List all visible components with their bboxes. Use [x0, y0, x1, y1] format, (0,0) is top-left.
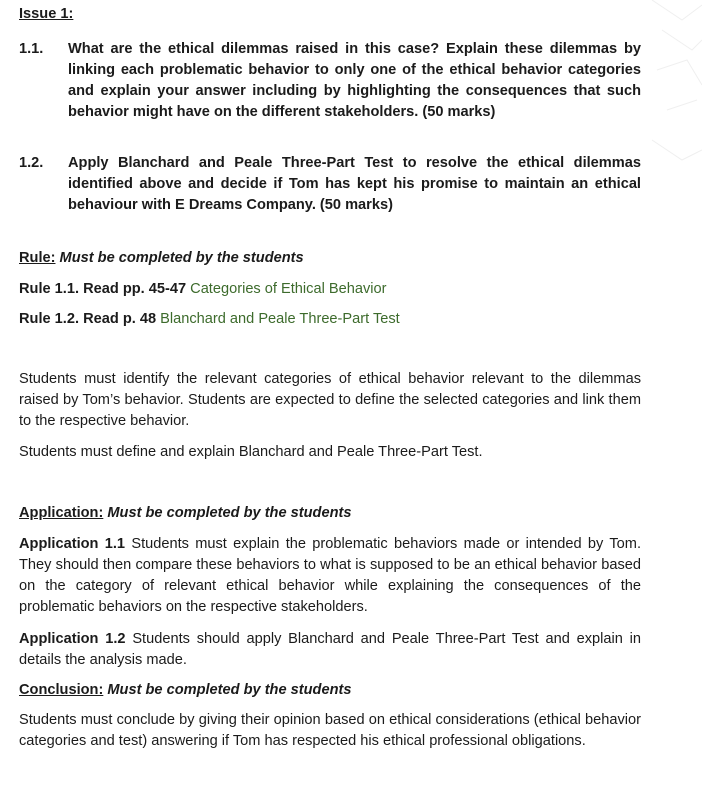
rule-item-lead: Rule 1.2. Read p. 48 — [19, 311, 157, 327]
application-item-1-2 — [19, 629, 641, 671]
rule-instruction: Must be completed by the students — [59, 250, 304, 266]
question-text: Apply Blanchard and Peale Three-Part Test to resolve the ethical dilemmas identified above and decide if Tom has kept his promise to maintain an ethical behaviour with E Dreams Company. (50 marks) — [68, 155, 641, 213]
application-instruction: Must be completed by the students — [107, 505, 352, 521]
rule-paragraph-2: Students must define and explain Blanchard and Peale Three-Part Test. — [19, 444, 483, 460]
rule-item-1-2 — [19, 309, 641, 330]
question-1-1 — [19, 39, 641, 123]
application-label: Application: — [19, 505, 104, 521]
application-item-1-1 — [19, 534, 641, 618]
application-heading — [19, 503, 641, 524]
rule-paragraph-1: Students must identify the relevant categories of ethical behavior relevant to the dilemmas raised by Tom’s behavior. Students are expected to define the selected categories and link them to the respective behavior. — [19, 371, 641, 429]
application-item-lead: Application 1.2 — [19, 631, 126, 647]
conclusion-instruction: Must be completed by the students — [107, 682, 352, 698]
application-item-text: Students should apply Blanchard and Peale Three-Part Test and explain in details the analysis made. — [19, 631, 642, 668]
issue-heading: Issue 1: — [19, 6, 74, 22]
application-item-lead: Application 1.1 — [19, 536, 126, 552]
rule-item-link[interactable]: Categories of Ethical Behavior — [190, 281, 387, 297]
rule-label: Rule: — [19, 250, 56, 266]
question-number: 1.2. — [19, 155, 44, 171]
rule-item-link[interactable]: Blanchard and Peale Three-Part Test — [160, 311, 400, 327]
conclusion-paragraph: Students must conclude by giving their opinion based on ethical considerations (ethical behavior categories and test) answering if Tom has respected his ethical professional obligations. — [19, 712, 641, 749]
rule-heading — [19, 248, 641, 269]
conclusion-heading — [19, 680, 641, 701]
conclusion-label: Conclusion: — [19, 682, 104, 698]
rule-item-1-1 — [19, 279, 641, 300]
question-number: 1.1. — [19, 41, 44, 57]
watermark-pattern — [642, 0, 702, 200]
question-text: What are the ethical dilemmas raised in this case? Explain these dilemmas by linking each problematic behavior to only one of the ethical behavior categories and explain your answer including by highlighting the consequences that such behavior might have on the different stakeholders. (50 marks) — [68, 41, 641, 120]
question-1-2 — [19, 153, 641, 216]
rule-item-lead: Rule 1.1. Read pp. 45-47 — [19, 281, 187, 297]
application-item-text: Students must explain the problematic behaviors made or intended by Tom. They should then compare these behaviors to what is supposed to be an ethical behavior based on the category of relevant ethical behavior while explaining the consequences of the problematic behaviors on the respective stakeholders. — [19, 536, 641, 615]
